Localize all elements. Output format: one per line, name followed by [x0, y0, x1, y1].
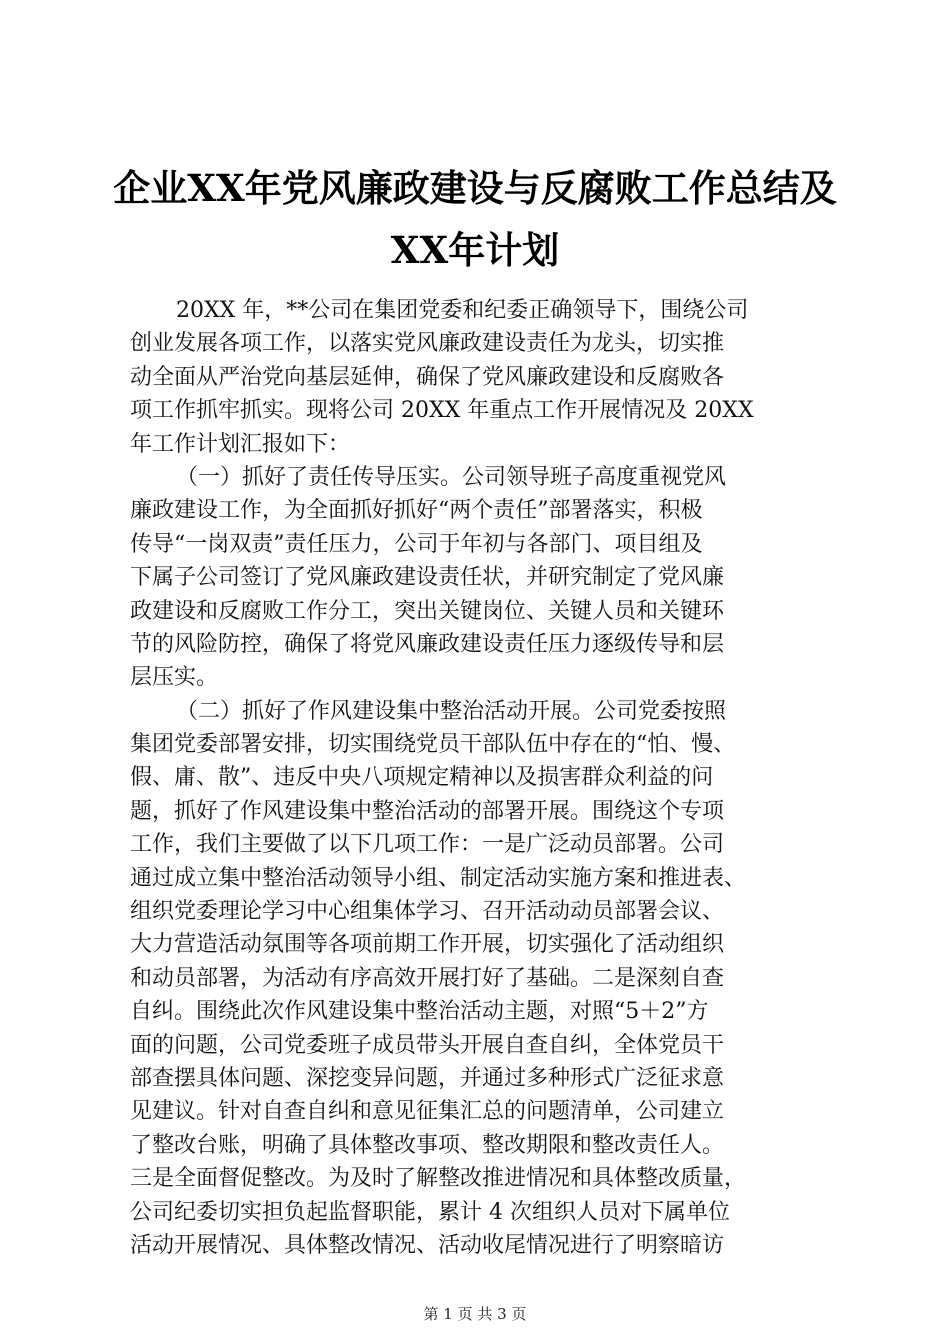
paragraph-line: 题，抓好了作风建设集中整治活动的部署开展。围绕这个专项 [130, 798, 725, 824]
paragraph-line: 创业发展各项工作，以落实党风廉政建设责任为龙头，切实推 [130, 331, 725, 357]
paragraph-line: 了整改台账，明确了具体整改事项、整改期限和整改责任人。 [130, 1132, 725, 1158]
paragraph-line: 集团党委部署安排，切实围绕党员干部队伍中存在的“怕、慢、 [130, 732, 736, 758]
paragraph-line: 大力营造活动氛围等各项前期工作开展，切实强化了活动组织 [130, 932, 725, 958]
paragraph-line: （一）抓好了责任传导压实。公司领导班子高度重视党风 [176, 464, 727, 490]
paragraph-line: 见建议。针对自查自纠和意见征集汇总的问题清单，公司建立 [130, 1099, 725, 1125]
paragraph-line: 政建设和反腐败工作分工，突出关键岗位、关键人员和关键环 [130, 598, 725, 624]
page-number-footer: 第 1 页 共 3 页 [423, 1305, 527, 1323]
paragraph-line: 下属子公司签订了党风廉政建设责任状，并研究制定了党风廉 [130, 565, 725, 591]
document-body [130, 294, 830, 1262]
document-title-line-1: 企业XX年党风廉政建设与反腐败工作总结及 [113, 166, 837, 210]
paragraph-line: 节的风险防控，确保了将党风廉政建设责任压力逐级传导和层 [130, 631, 725, 657]
paragraph-line: 活动开展情况、具体整改情况、活动收尾情况进行了明察暗访 [130, 1232, 725, 1258]
document-title-line-2: XX年计划 [390, 228, 560, 272]
paragraph-line: 公司纪委切实担负起监督职能，累计 4 次组织人员对下属单位 [130, 1199, 730, 1225]
paragraph-line: 20XX 年，**公司在集团党委和纪委正确领导下，围绕公司 [176, 298, 749, 323]
paragraph-line: 传导“一岗双责”责任压力，公司于年初与各部门、项目组及 [130, 531, 703, 557]
paragraph-line: 项工作抓牢抓实。现将公司 20XX 年重点工作开展情况及 20XX [130, 398, 754, 424]
paragraph-line: 假、庸、散”、违反中央八项规定精神以及损害群众利益的问 [130, 765, 714, 791]
paragraph-line: 工作，我们主要做了以下几项工作：一是广泛动员部署。公司 [130, 832, 725, 858]
paragraph-line: 自纠。围绕此次作风建设集中整治活动主题，对照“5＋2”方 [130, 999, 709, 1025]
paragraph-line: 面的问题，公司党委班子成员带头开展自查自纠，全体党员干 [130, 1032, 725, 1058]
paragraph-line: 年工作计划汇报如下： [130, 431, 351, 457]
paragraph-line: 层压实。 [130, 665, 219, 691]
paragraph-line: 通过成立集中整治活动领导小组、制定活动实施方案和推进表、 [130, 865, 747, 891]
paragraph-line: 三是全面督促整改。为及时了解整改推进情况和具体整改质量， [130, 1166, 747, 1192]
paragraph-line: 部查摆具体问题、深挖变异问题，并通过多种形式广泛征求意 [130, 1065, 725, 1091]
paragraph-line: 组织党委理论学习中心组集体学习、召开活动动员部署会议、 [130, 899, 725, 925]
paragraph-line: 和动员部署，为活动有序高效开展打好了基础。二是深刻自查 [130, 965, 725, 991]
paragraph-line: （二）抓好了作风建设集中整治活动开展。公司党委按照 [176, 698, 727, 724]
paragraph-line: 动全面从严治党向基层延伸，确保了党风廉政建设和反腐败各 [130, 364, 725, 390]
paragraph-line: 廉政建设工作，为全面抓好抓好“两个责任”部署落实，积极 [130, 498, 703, 524]
